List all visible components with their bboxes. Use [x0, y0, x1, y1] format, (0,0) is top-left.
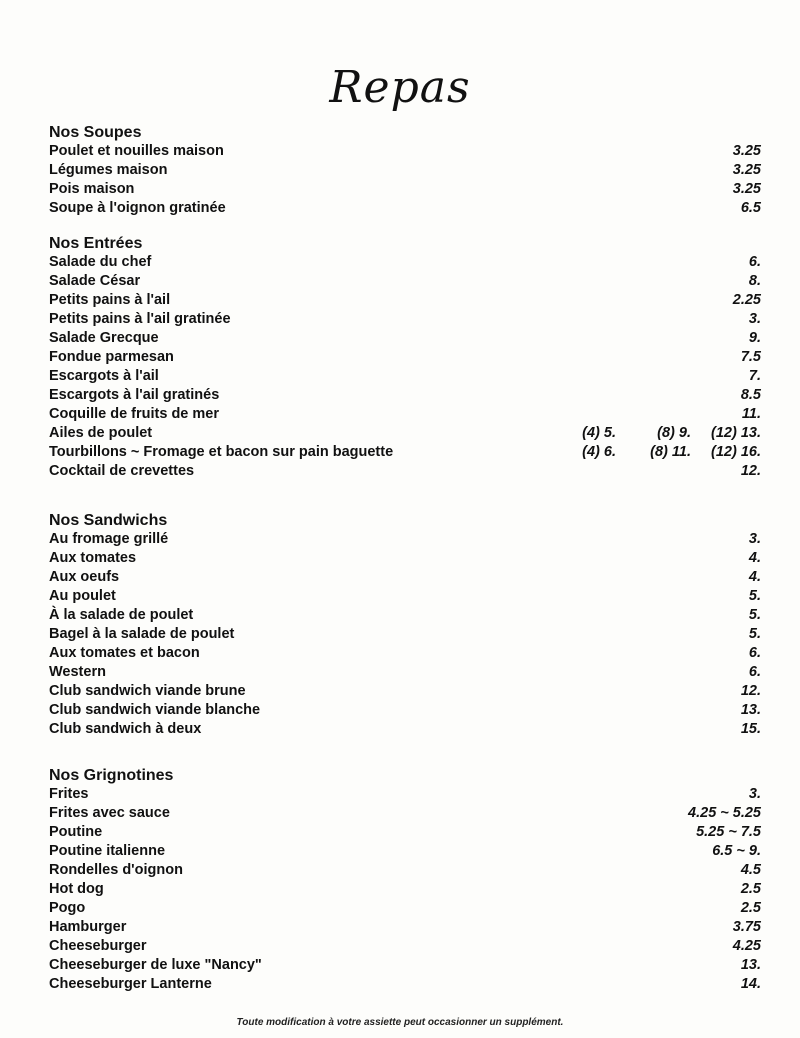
- menu-item: [49, 530, 761, 549]
- menu-item: [49, 937, 761, 956]
- item-name: Escargots à l'ail: [49, 368, 159, 384]
- item-price: 2.5: [740, 881, 761, 897]
- item-name: Soupe à l'oignon gratinée: [49, 200, 226, 216]
- item-price: 3.: [748, 786, 761, 802]
- menu-item: [49, 975, 761, 994]
- menu-item: [49, 823, 761, 842]
- item-name: Aux tomates et bacon: [49, 645, 200, 661]
- item-price: 3.: [748, 531, 761, 547]
- item-price: 13.: [740, 702, 761, 718]
- menu-item: [49, 443, 761, 462]
- item-name: Cheeseburger: [49, 938, 147, 954]
- item-name: Au poulet: [49, 588, 116, 604]
- item-price: 8.: [748, 273, 761, 289]
- item-name: Poutine: [49, 824, 103, 840]
- item-name: À la salade de poulet: [49, 607, 194, 623]
- menu-item: [49, 310, 761, 329]
- item-name: Ailes de poulet: [49, 425, 153, 441]
- menu-item: [49, 142, 761, 161]
- item-price: 9.: [748, 330, 761, 346]
- section-heading: Nos Grignotines: [49, 767, 174, 784]
- item-price: 12.: [740, 683, 761, 699]
- item-price: 6.5 ~ 9.: [712, 843, 761, 859]
- item-price: 3.25: [732, 181, 761, 197]
- menu-item: [49, 462, 761, 481]
- menu-item: [49, 424, 761, 443]
- item-name: Légumes maison: [49, 162, 168, 178]
- menu-item: [49, 606, 761, 625]
- item-price: 3.75: [732, 919, 761, 935]
- item-name: Hamburger: [49, 919, 127, 935]
- menu-item: [49, 291, 761, 310]
- item-price-medium: (8) 9.: [657, 425, 691, 441]
- item-name: Western: [49, 664, 106, 680]
- item-price-large: (12) 16.: [711, 444, 761, 460]
- item-name: Aux oeufs: [49, 569, 120, 585]
- item-name: Salade César: [49, 273, 141, 289]
- item-price-small: (4) 6.: [582, 444, 616, 460]
- item-price: 3.: [748, 311, 761, 327]
- item-name: Club sandwich viande brune: [49, 683, 246, 699]
- item-price: 4.: [748, 569, 761, 585]
- page-title: Repas: [329, 62, 471, 113]
- menu-item: [49, 785, 761, 804]
- item-name: Hot dog: [49, 881, 104, 897]
- item-name: Escargots à l'ail gratinés: [49, 387, 220, 403]
- menu-item: [49, 180, 761, 199]
- menu-item: [49, 899, 761, 918]
- item-price: 4.5: [740, 862, 761, 878]
- menu-item: [49, 842, 761, 861]
- item-name: Pogo: [49, 900, 86, 916]
- section-soupes: [49, 123, 761, 218]
- item-price: 4.25: [732, 938, 761, 954]
- section-heading: Nos Entrées: [49, 235, 143, 252]
- item-name: Poutine italienne: [49, 843, 166, 859]
- item-price: 2.5: [740, 900, 761, 916]
- section-grignotines: [49, 766, 761, 994]
- menu-item: [49, 720, 761, 739]
- menu-item: [49, 386, 761, 405]
- item-price: 5.: [748, 626, 761, 642]
- item-name: Pois maison: [49, 181, 135, 197]
- item-price: 8.5: [740, 387, 761, 403]
- menu-item: [49, 880, 761, 899]
- item-name: Au fromage grillé: [49, 531, 169, 547]
- menu-item: [49, 644, 761, 663]
- item-price: 12.: [740, 463, 761, 479]
- item-name: Frites: [49, 786, 89, 802]
- menu-item: [49, 549, 761, 568]
- item-name: Poulet et nouilles maison: [49, 143, 224, 159]
- item-name: Petits pains à l'ail: [49, 292, 171, 308]
- item-price: 6.: [748, 254, 761, 270]
- item-name: Cheeseburger de luxe "Nancy": [49, 957, 262, 973]
- item-price: 3.25: [732, 143, 761, 159]
- menu-item: [49, 861, 761, 880]
- item-price: 7.: [748, 368, 761, 384]
- item-price: 6.: [748, 664, 761, 680]
- item-price: 5.: [748, 607, 761, 623]
- menu-item: [49, 568, 761, 587]
- menu-item: [49, 348, 761, 367]
- menu-item: [49, 918, 761, 937]
- menu-item: [49, 682, 761, 701]
- item-price: 15.: [740, 721, 761, 737]
- menu-item: [49, 405, 761, 424]
- section-sandwichs: [49, 511, 761, 739]
- item-price: 3.25: [732, 162, 761, 178]
- item-name: Petits pains à l'ail gratinée: [49, 311, 231, 327]
- menu-item: [49, 625, 761, 644]
- menu-item: [49, 367, 761, 386]
- item-price-medium: (8) 11.: [650, 444, 691, 460]
- item-name: Club sandwich viande blanche: [49, 702, 261, 718]
- footer-note: Toute modification à votre assiette peut occasionner un supplément.: [236, 1017, 564, 1028]
- item-price: 4.25 ~ 5.25: [688, 805, 761, 821]
- section-heading: Nos Sandwichs: [49, 512, 168, 529]
- item-price: 4.: [748, 550, 761, 566]
- item-name: Aux tomates: [49, 550, 137, 566]
- item-name: Tourbillons ~ Fromage et bacon sur pain baguette: [49, 444, 394, 460]
- menu-item: [49, 701, 761, 720]
- item-name: Salade du chef: [49, 254, 152, 270]
- item-price: 5.: [748, 588, 761, 604]
- menu-item: [49, 587, 761, 606]
- section-entrees: [49, 234, 761, 481]
- item-name: Rondelles d'oignon: [49, 862, 183, 878]
- item-name: Bagel à la salade de poulet: [49, 626, 235, 642]
- item-price: 7.5: [740, 349, 761, 365]
- item-name: Coquille de fruits de mer: [49, 406, 219, 422]
- menu-item: [49, 804, 761, 823]
- menu-item: [49, 663, 761, 682]
- item-name: Fondue parmesan: [49, 349, 174, 365]
- item-price: 5.25 ~ 7.5: [696, 824, 761, 840]
- item-price-small: (4) 5.: [582, 425, 616, 441]
- section-heading: Nos Soupes: [49, 124, 142, 141]
- item-name: Frites avec sauce: [49, 805, 170, 821]
- item-name: Salade Grecque: [49, 330, 159, 346]
- item-price: 2.25: [732, 292, 761, 308]
- item-name: Cocktail de crevettes: [49, 463, 195, 479]
- menu-item: [49, 199, 761, 218]
- item-price: 11.: [741, 406, 761, 422]
- menu-item: [49, 329, 761, 348]
- item-name: Cheeseburger Lanterne: [49, 976, 212, 992]
- menu-item: [49, 161, 761, 180]
- item-price-large: (12) 13.: [711, 425, 761, 441]
- menu-item: [49, 956, 761, 975]
- item-name: Club sandwich à deux: [49, 721, 202, 737]
- item-price: 14.: [740, 976, 761, 992]
- item-price: 6.5: [740, 200, 761, 216]
- item-price: 13.: [740, 957, 761, 973]
- menu-item: [49, 253, 761, 272]
- menu-item: [49, 272, 761, 291]
- item-price: 6.: [748, 645, 761, 661]
